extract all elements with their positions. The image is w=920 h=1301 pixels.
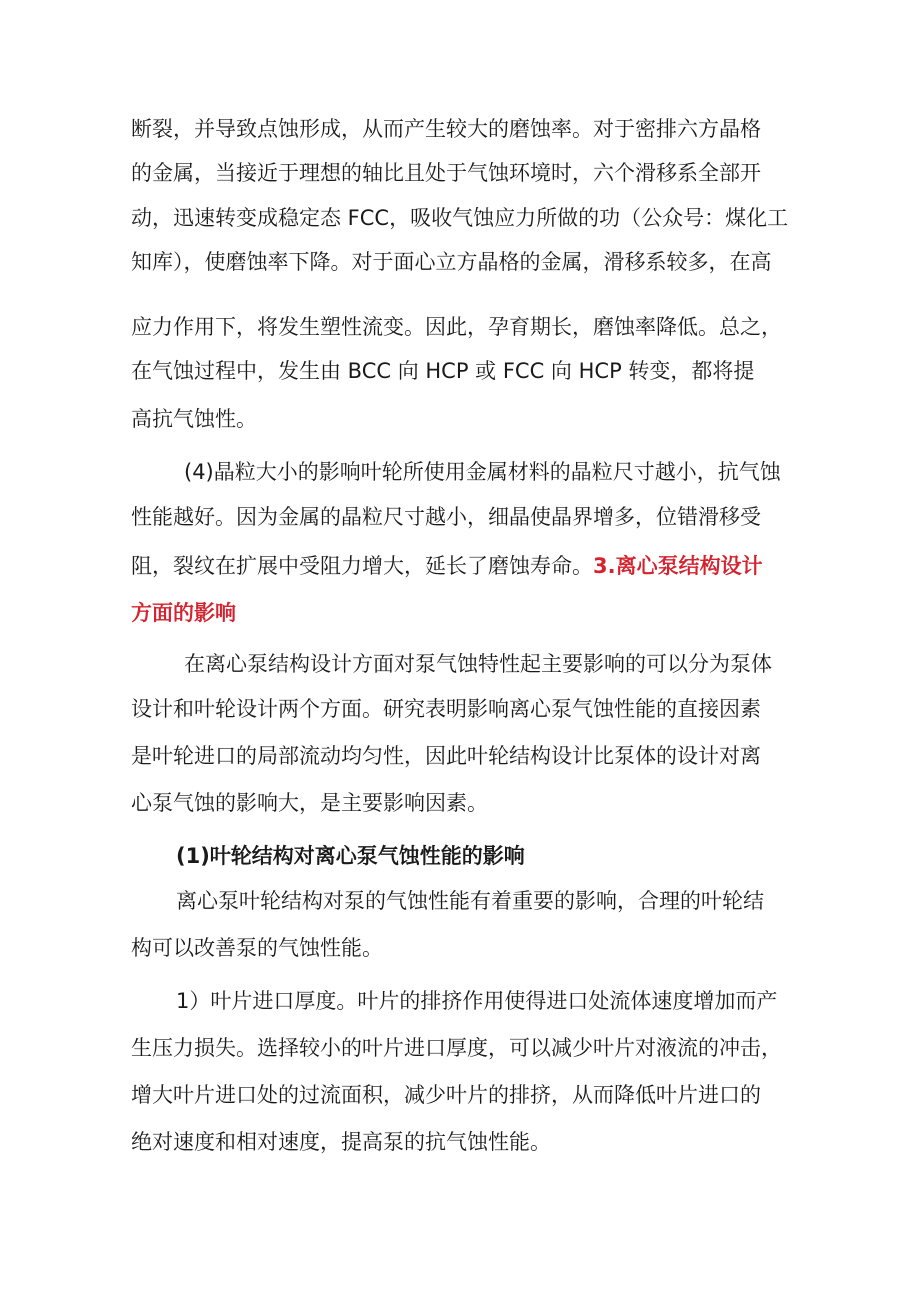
paragraph-line: 断裂，并导致点蚀形成，从而产生较大的磨蚀率。对于密排六方晶格 bbox=[131, 117, 761, 141]
paragraph-line: 性能越好。因为金属的晶粒尺寸越小，细晶使晶界增多，位错滑移受 bbox=[131, 505, 761, 529]
subsection-heading: (1)叶轮结构对离心泵气蚀性能的影响 bbox=[176, 844, 525, 868]
paragraph-line: 应力作用下，将发生塑性流变。因此，孕育期长，磨蚀率降低。总之， bbox=[131, 315, 782, 339]
paragraph-line: 动，迅速转变成稳定态 FCC，吸收气蚀应力所做的功（公众号：煤化工 bbox=[131, 206, 789, 230]
paragraph-line: 在离心泵结构设计方面对泵气蚀特性起主要影响的可以分为泵体 bbox=[184, 652, 772, 676]
paragraph-line: 在气蚀过程中，发生由 BCC 向 HCP 或 FCC 向 HCP 转变，都将提 bbox=[131, 359, 755, 383]
paragraph-line: 绝对速度和相对速度，提高泵的抗气蚀性能。 bbox=[131, 1130, 551, 1154]
paragraph-line: 离心泵叶轮结构对泵的气蚀性能有着重要的影响，合理的叶轮结 bbox=[176, 889, 764, 913]
paragraph-line-with-heading bbox=[131, 551, 801, 581]
paragraph-line: 知库），使磨蚀率下降。对于面心立方晶格的金属，滑移系较多，在高 bbox=[131, 250, 772, 274]
paragraph-line: 1）叶片进口厚度。叶片的排挤作用使得进口处流体速度增加而产 bbox=[176, 989, 778, 1013]
paragraph-line: 设计和叶轮设计两个方面。研究表明影响离心泵气蚀性能的直接因素 bbox=[131, 697, 761, 721]
paragraph-line: 的金属，当接近于理想的轴比且处于气蚀环境时，六个滑移系全部开 bbox=[131, 161, 761, 185]
section-heading-continued: 方面的影响 bbox=[131, 601, 236, 625]
paragraph-line: 生压力损失。选择较小的叶片进口厚度，可以减少叶片对液流的冲击， bbox=[131, 1036, 782, 1060]
paragraph-line: 心泵气蚀的影响大，是主要影响因素。 bbox=[131, 791, 488, 815]
paragraph-line: 增大叶片进口处的过流面积，减少叶片的排挤，从而降低叶片进口的 bbox=[131, 1083, 761, 1107]
paragraph-line: 构可以改善泵的气蚀性能。 bbox=[131, 936, 383, 960]
paragraph-text: 阻，裂纹在扩展中受阻力增大，延长了磨蚀寿命。 bbox=[131, 554, 593, 578]
paragraph-line: 是叶轮进口的局部流动均匀性，因此叶轮结构设计比泵体的设计对离 bbox=[131, 744, 761, 768]
paragraph-line: (4)晶粒大小的影响叶轮所使用金属材料的晶粒尺寸越小，抗气蚀 bbox=[184, 460, 781, 484]
paragraph-line: 高抗气蚀性。 bbox=[131, 407, 257, 431]
section-heading: 3.离心泵结构设计 bbox=[593, 554, 763, 578]
